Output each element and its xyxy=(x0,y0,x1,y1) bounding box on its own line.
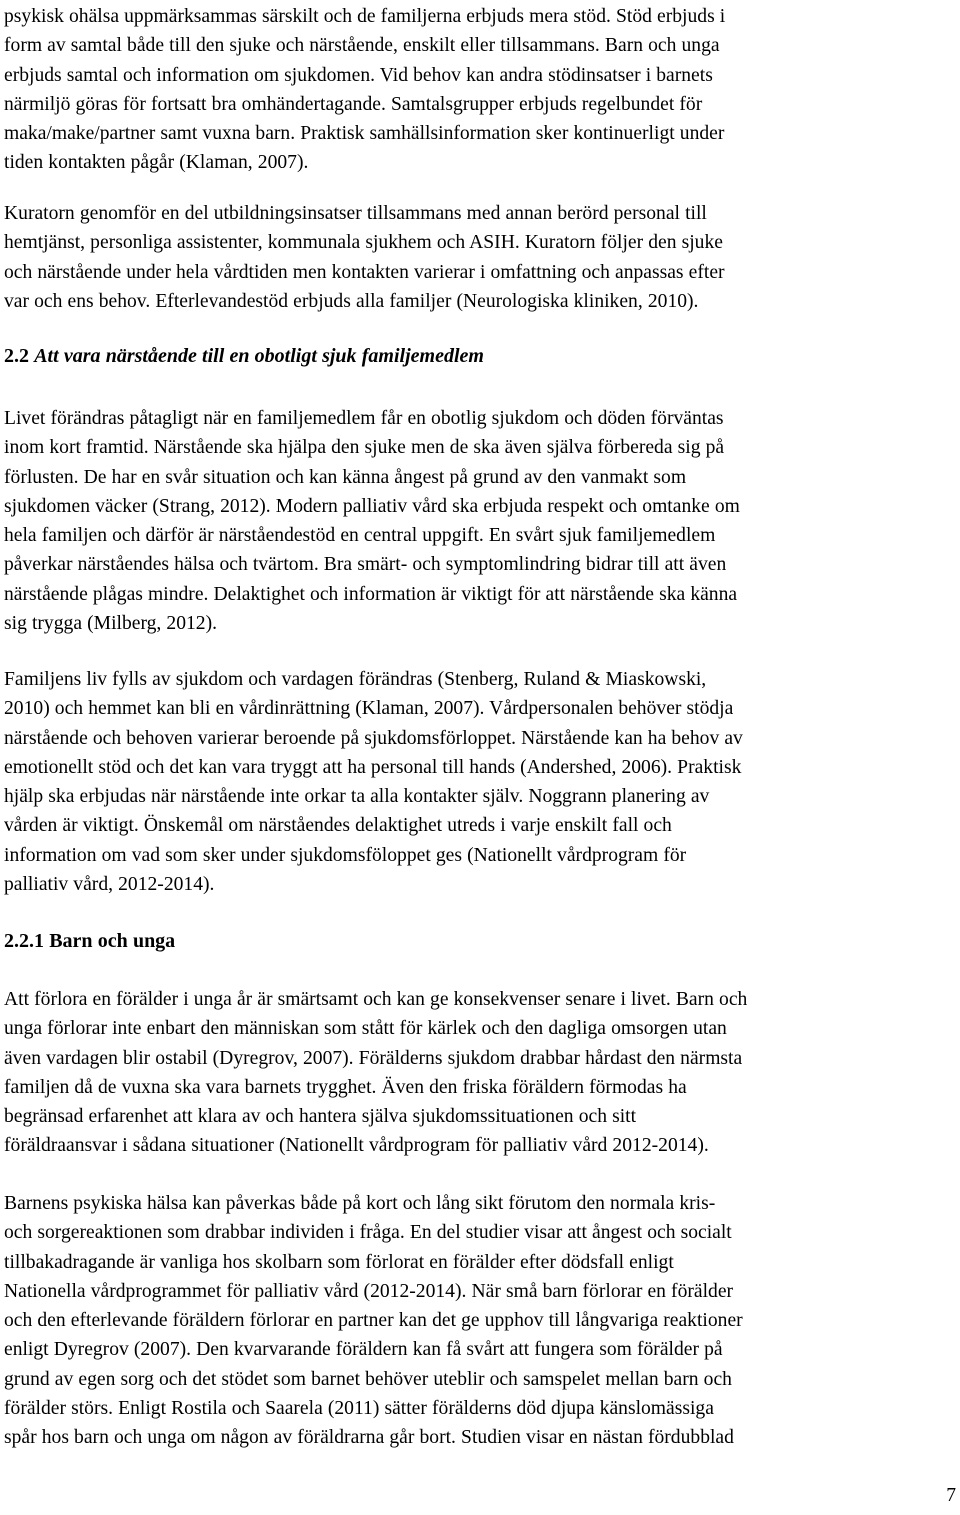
text-line: 2010) och hemmet kan bli en vårdinrättning (Klaman, 2007). Vårdpersonalen behöver stödja xyxy=(4,698,734,720)
text-line: Nationella vårdprogrammet för palliativ vård (2012-2014). När små barn förlorar en förälder xyxy=(4,1280,734,1302)
text-line: föräldraansvar i sådana situationer (Nationellt vårdprogram för palliativ vård 2012-2014). xyxy=(4,1135,709,1157)
text-line: emotionellt stöd och det kan vara tryggt att ha personal till hands (Andershed, 2006). Praktisk xyxy=(4,756,742,778)
text-line: enligt Dyregrov (2007). Den kvarvarande föräldern kan få svårt att fungera som förälder på xyxy=(4,1339,723,1361)
page-number: 7 xyxy=(946,1485,956,1506)
text-line: sjukdomen väcker (Strang, 2012). Modern palliativ vård ska erbjuda respekt och omtanke om xyxy=(4,495,740,517)
text-line: närmiljö göras för fortsatt bra omhändertagande. Samtalsgrupper erbjuds regelbundet för xyxy=(4,93,703,115)
text-line: psykisk ohälsa uppmärksammas särskilt och de familjerna erbjuds mera stöd. Stöd erbjuds i xyxy=(4,6,726,27)
text-line: och den efterlevande föräldern förlorar en partner kan det ge upphov till långvariga reaktioner xyxy=(4,1310,743,1332)
text-line: Att förlora en förälder i unga år är smärtsamt och kan ge konsekvenser senare i livet. Barn och xyxy=(4,989,748,1010)
section-number: 2.2 xyxy=(4,345,29,367)
text-line: hjälp ska erbjudas när närstående inte orkar ta alla kontakter själv. Noggrann planering av xyxy=(4,786,710,808)
paragraph-barnens xyxy=(4,1189,743,1453)
text-line: Barnens psykiska hälsa kan påverkas både på kort och lång sikt förutom den normala kris- xyxy=(4,1193,716,1214)
text-line: form av samtal både till den sjuke och närstående, enskilt eller tillsammans. Barn och unga xyxy=(4,35,720,57)
text-line: familjen då de vuxna ska vara barnets trygghet. Även den friska föräldern förmodas ha xyxy=(4,1076,687,1098)
text-line: information om vad som sker under sjukdomsföloppet ges (Nationellt vårdprogram för xyxy=(4,844,687,866)
paragraph-familjens xyxy=(4,665,743,899)
text-line: begränsad erfarenhet att klara av och hantera själva sjukdomssituationen och sitt xyxy=(4,1106,637,1128)
text-line: Familjens liv fylls av sjukdom och vardagen förändras (Stenberg, Ruland & Miaskowski, xyxy=(4,669,707,690)
text-line: inom kort framtid. Närstående ska hjälpa den sjuke men de ska även själva förbereda sig på xyxy=(4,437,725,459)
text-line: förlusten. De har en svår situation och kan känna ångest på grund av den vanmakt som xyxy=(4,466,687,488)
section-heading-2-2-1: 2.2.1 Barn och unga xyxy=(4,930,176,952)
text-line: Kuratorn genomför en del utbildningsinsatser tillsammans med annan berörd personal till xyxy=(4,203,707,224)
text-line: förälder störs. Enligt Rostila och Saarela (2011) sätter förälderns död djupa känslomässiga xyxy=(4,1398,714,1420)
paragraph-att-forlora xyxy=(4,985,747,1161)
text-line: tiden kontakten pågår (Klaman, 2007). xyxy=(4,152,309,174)
paragraph-support-offers xyxy=(4,2,725,178)
text-line: närstående plågas mindre. Delaktighet och information är viktigt för att närstående ska känna xyxy=(4,583,738,605)
text-line: påverkar närståendes hälsa och tvärtom. Bra smärt- och symptomlindring bidrar till att även xyxy=(4,554,727,576)
paragraph-livet xyxy=(4,404,740,638)
text-line: palliativ vård, 2012-2014). xyxy=(4,874,215,896)
text-line: hela familjen och därför är närståendestöd en central uppgift. En svårt sjuk familjemedlem xyxy=(4,525,716,547)
text-line: hemtjänst, personliga assistenter, kommunala sjukhem och ASIH. Kuratorn följer den sjuke xyxy=(4,232,723,254)
text-line: maka/make/partner samt vuxna barn. Praktisk samhällsinformation sker kontinuerligt under xyxy=(4,123,725,145)
text-line: även vardagen blir ostabil (Dyregrov, 2007). Förälderns sjukdom drabbar hårdast den närmsta xyxy=(4,1047,743,1069)
section-title: Att vara närstående till en obotligt sjuk familjemedlem xyxy=(34,345,484,367)
text-line: närstående och behoven varierar beroende på sjukdomsförloppet. Närstående kan ha behov av xyxy=(4,727,743,749)
text-line: vården är viktigt. Önskemål om närståendes delaktighet utreds i varje enskilt fall och xyxy=(4,815,672,837)
text-line: unga förlorar inte enbart den människan som stått för kärlek och den dagliga omsorgen utan xyxy=(4,1018,727,1040)
text-line: var och ens behov. Efterlevandestöd erbjuds alla familjer (Neurologiska kliniken, 2010). xyxy=(4,290,699,312)
section-heading-2-2 xyxy=(4,342,484,371)
text-line: grund av egen sorg och det stödet som barnet behöver uteblir och samspelet mellan barn och xyxy=(4,1368,732,1390)
text-line: sig trygga (Milberg, 2012). xyxy=(4,613,218,635)
text-line: och närstående under hela vårdtiden men kontakten varierar i omfattning och anpassas efter xyxy=(4,261,725,283)
paragraph-kurator xyxy=(4,199,725,316)
text-line: erbjuds samtal och information om sjukdomen. Vid behov kan andra stödinsatser i barnets xyxy=(4,64,713,86)
text-line: spår hos barn och unga om någon av föräldrarna går bort. Studien visar en nästan fördubblad xyxy=(4,1427,734,1449)
text-line: och sorgereaktionen som drabbar individen i fråga. En del studier visar att ångest och socialt xyxy=(4,1222,732,1244)
text-line: Livet förändras påtagligt när en familjemedlem får en obotlig sjukdom och döden förväntas xyxy=(4,408,724,429)
text-line: tillbakadragande är vanliga hos skolbarn som förlorat en förälder efter dödsfall enligt xyxy=(4,1251,674,1273)
